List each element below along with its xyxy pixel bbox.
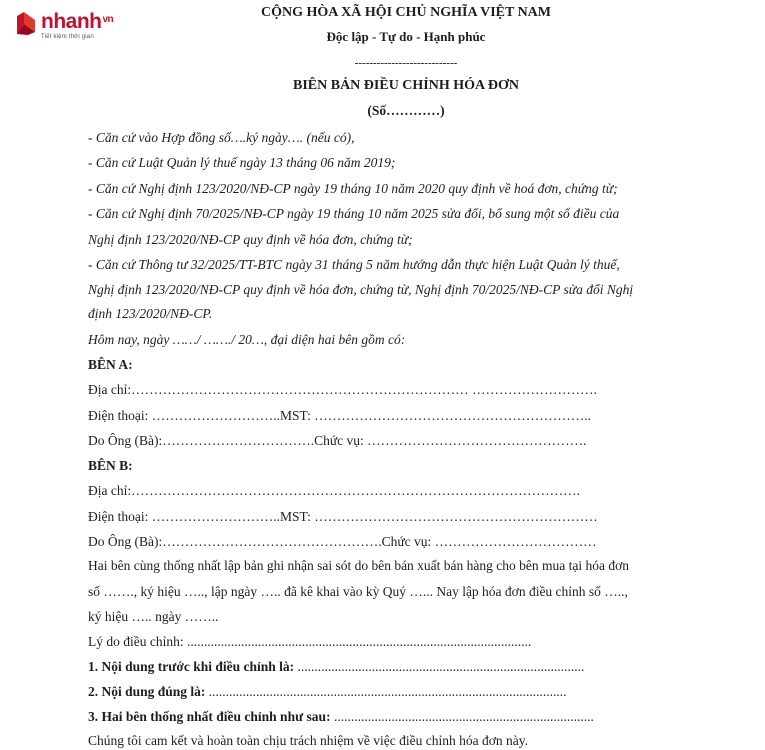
party-a-address: Địa chỉ:………………………………………………………………… ………………………. (88, 382, 597, 397)
agreed-adjustment (88, 708, 594, 726)
party-a-phone-tax: Điện thoại: ………………………..MST: …………………………………………………….. (88, 408, 591, 423)
basis-line: Nghị định 123/2020/NĐ-CP quy định về hóa đơn, chứng từ; (88, 232, 413, 247)
logo-tagline: Tiết kiệm thời gian (41, 34, 94, 40)
logo-wordmark: nhanh$^{vn}$ (41, 10, 114, 33)
basis-line: Nghị định 123/2020/NĐ-CP quy định về hóa đơn, chứng từ, Nghị định 70/2025/NĐ-CP sửa đổi Nghị (88, 282, 634, 297)
item-fill: ............................................................................. (330, 709, 594, 724)
party-a-heading: BÊN A: (88, 357, 133, 372)
party-b-heading: BÊN B: (88, 458, 133, 473)
party-b-address: Địa chỉ:………………………………………………………………………………………. (88, 483, 580, 498)
basis-line: - Căn cứ Nghị định 123/2020/NĐ-CP ngày 19 tháng 10 năm 2020 quy định về hoá đơn, chứng từ; (88, 181, 618, 196)
adjustment-reason: Lý do điều chỉnh: ...................................................................................................... (88, 634, 532, 649)
content-before-adjustment (88, 658, 584, 676)
document-title: BIÊN BẢN ĐIỀU CHỈNH HÓA ĐƠN (293, 78, 519, 93)
basis-line: - Căn cứ Thông tư 32/2025/TT-BTC ngày 31 tháng 5 năm hướng dẫn thực hiện Luật Quản lý thuế, (88, 257, 620, 272)
commitment-statement: Chúng tôi cam kết và hoàn toàn chịu trách nhiệm về việc điều chỉnh hóa đơn này. (88, 733, 529, 748)
meeting-date-line: Hôm nay, ngày ……/ ……./ 20…, đại diện hai bên gồm có: (88, 332, 406, 347)
party-b-representative: Do Ông (Bà):………………………………………….Chức vụ: ……………………………… (88, 534, 597, 549)
agreement-line: Hai bên cùng thống nhất lập bản ghi nhận sai sót do bên bán xuất bán hàng cho bên mua tại hóa đơn (88, 558, 630, 573)
item-label: 2. Nội dung đúng là: (88, 684, 206, 699)
basis-line: - Căn cứ vào Hợp đồng số….ký ngày…. (nếu có), (88, 130, 355, 145)
basis-line: - Căn cứ Nghị định 70/2025/NĐ-CP ngày 19 tháng 10 năm 2025 sửa đổi, bổ sung một số điều của (88, 206, 620, 221)
basis-line: - Căn cứ Luật Quản lý thuế ngày 13 tháng 06 năm 2019; (88, 155, 396, 170)
header-divider: ---------------------------- (354, 57, 458, 69)
basis-line: định 123/2020/NĐ-CP. (88, 306, 213, 321)
item-fill: .......................................................................................................... (205, 684, 567, 699)
item-label: 3. Hai bên thống nhất điều chỉnh như sau: (88, 709, 331, 724)
party-a-representative: Do Ông (Bà):…………………………….Chức vụ: …………………………………………. (88, 433, 587, 448)
motto: Độc lập - Tự do - Hạnh phúc (326, 29, 486, 44)
item-fill: ..................................................................................... (294, 659, 585, 674)
agreement-line: số ……., ký hiệu ….., lập ngày ….. đã kê khai vào kỳ Quý …... Nay lập hóa đơn điều chỉnh số ….., (88, 584, 628, 599)
document-number: (Số…………) (367, 103, 445, 118)
republic-header: CỘNG HÒA XÃ HỘI CHỦ NGHĨA VIỆT NAM (260, 5, 551, 20)
correct-content (88, 683, 567, 701)
item-label: 1. Nội dung trước khi điều chỉnh là: (88, 659, 295, 674)
party-b-phone-tax: Điện thoại: ………………………..MST: ……………………………………………………… (88, 509, 598, 524)
agreement-line: ký hiệu ….. ngày …….. (88, 609, 219, 624)
